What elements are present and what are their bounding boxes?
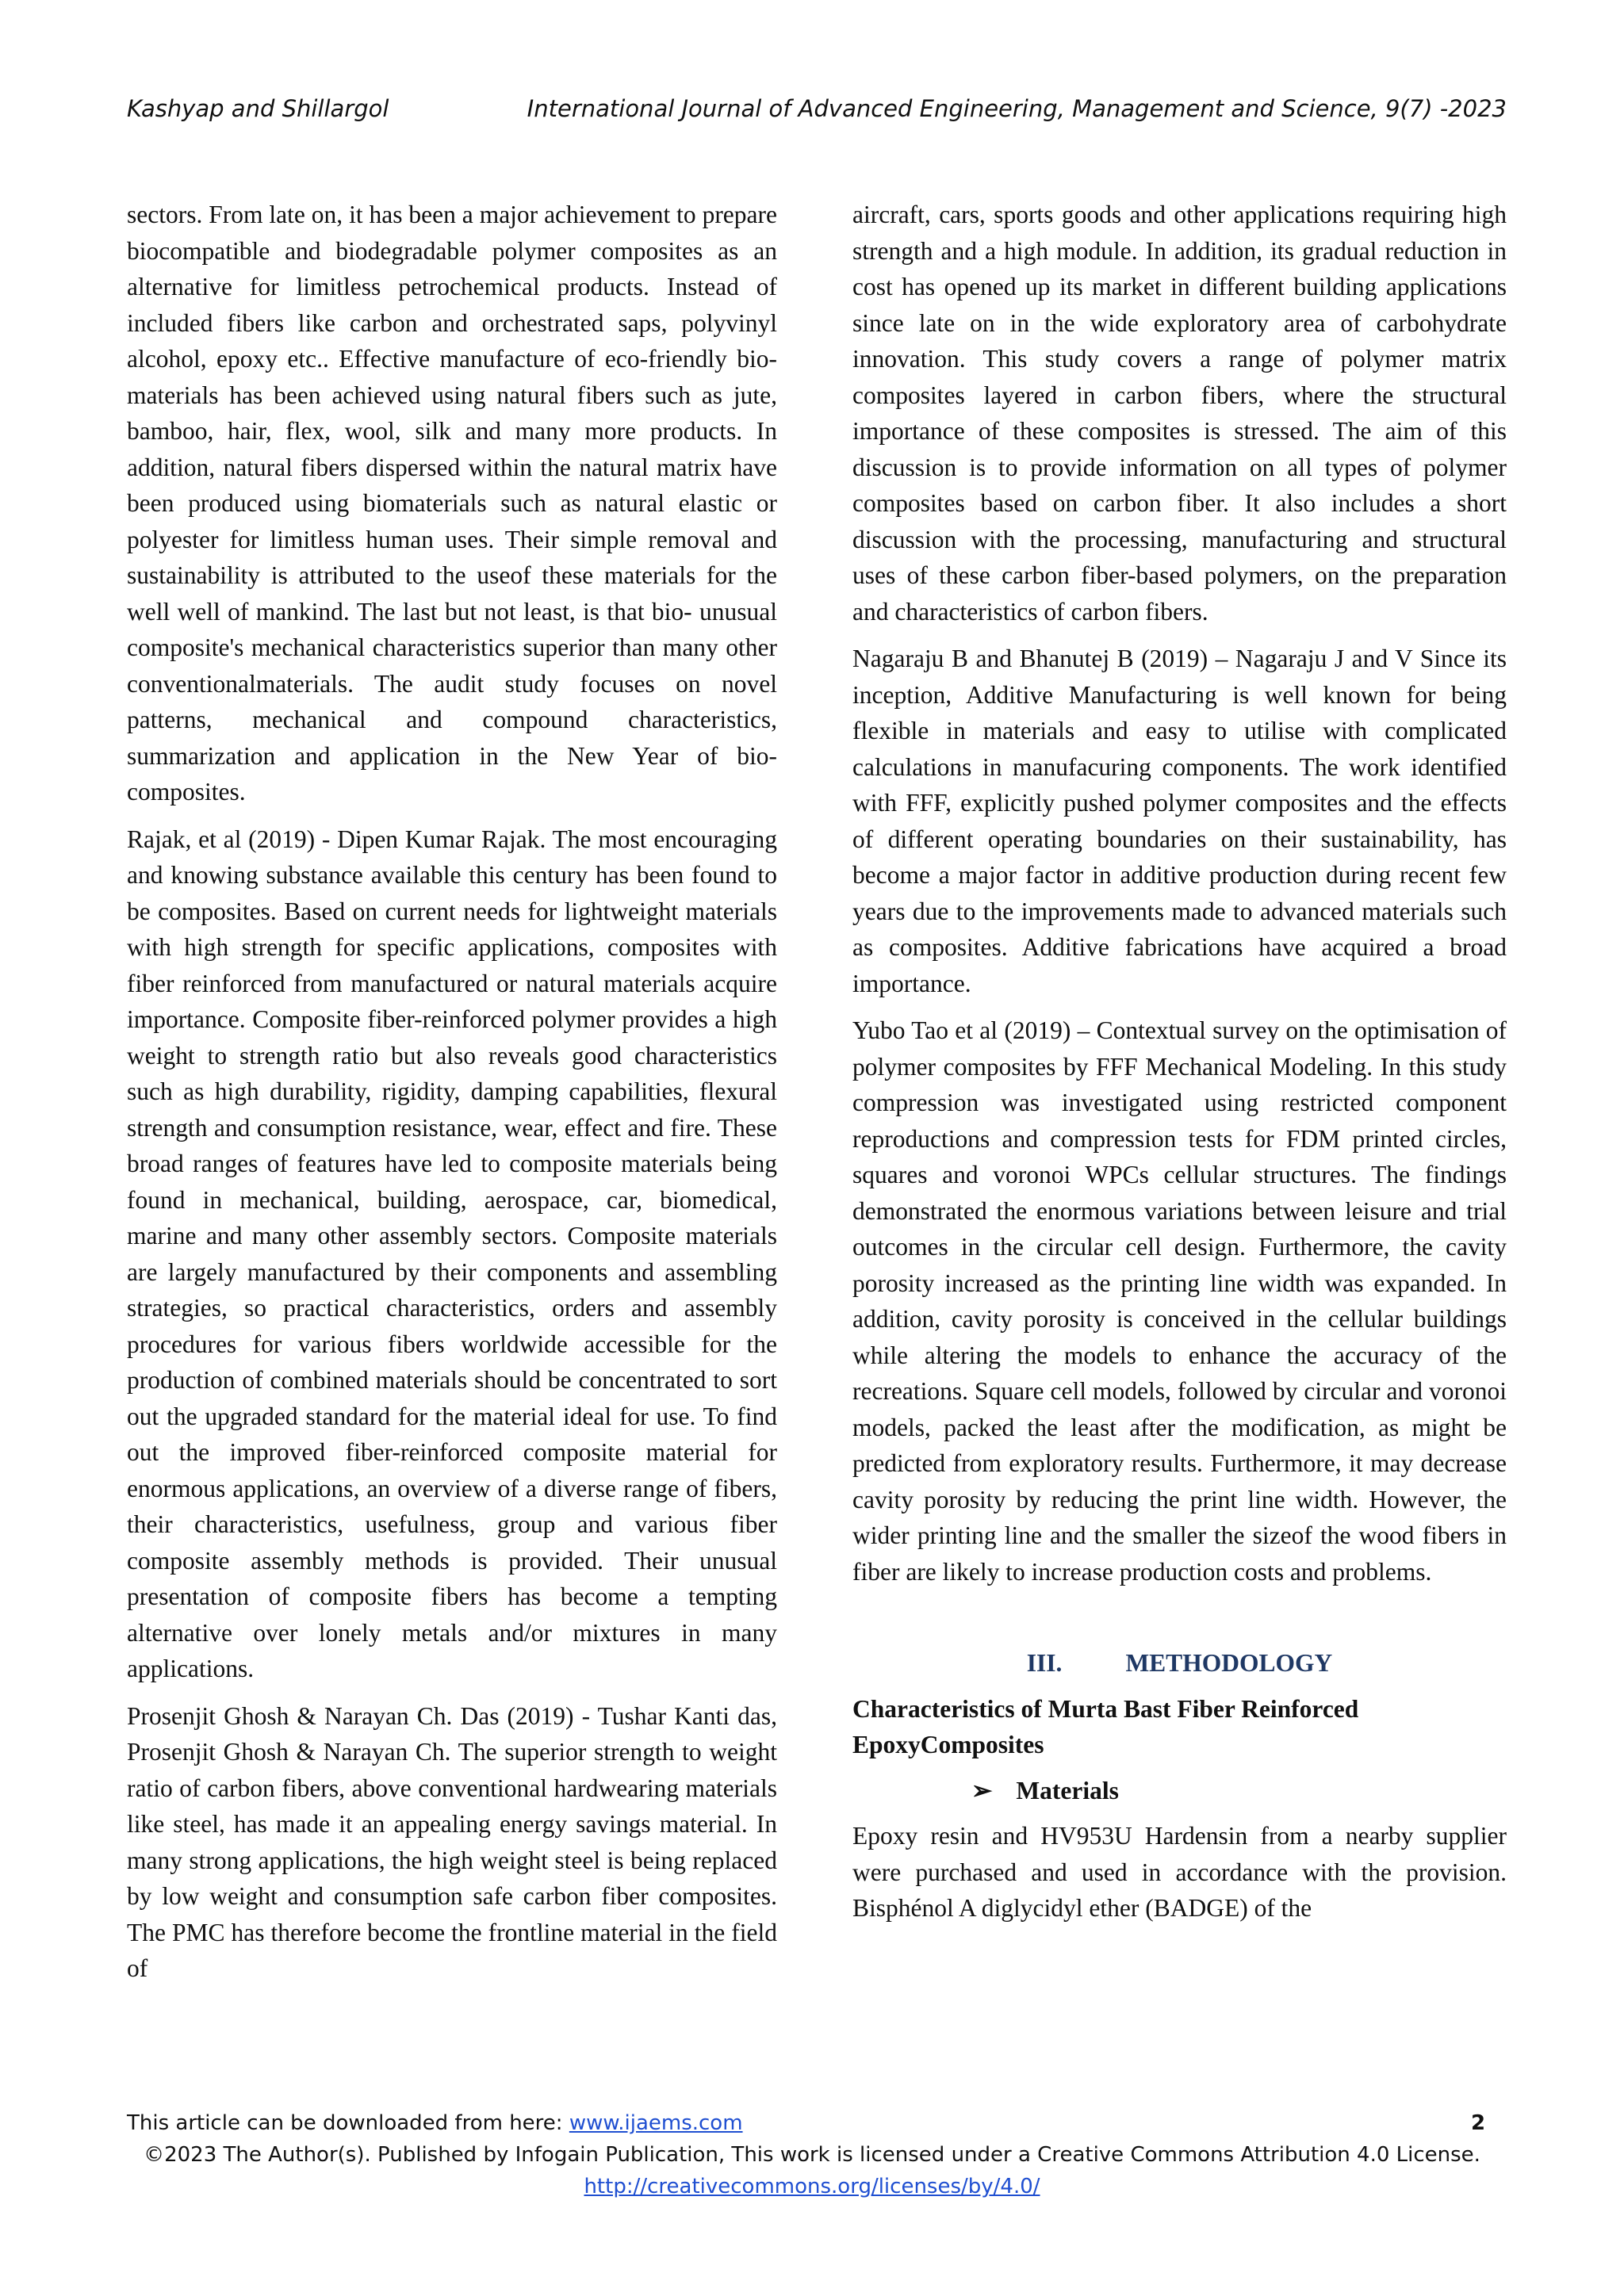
- header-authors: Kashyap and Shillargol: [127, 95, 389, 122]
- journal-website-link[interactable]: www.ijaems.com: [569, 2111, 743, 2135]
- cc-license-link[interactable]: http://creativecommons.org/licenses/by/4.0/: [584, 2175, 1040, 2198]
- page-number: 2: [1471, 2111, 1486, 2135]
- section-number: III.: [1026, 1649, 1063, 1677]
- right-paragraph-yubo: Yubo Tao et al (2019) – Contextual survey on the optimisation of polymer composites by FFF Mechanical Modeling. In this study compression was investigated using restricted component reproductions and compression tests for FDM printed circles, squares and voronoi WPCs cellular structures. The findings demonstrated the enormous variations between leisure and trial outcomes in the circular cell design. Furthermore, the cavity porosity increased as the printing line width was expanded. In addition, cavity porosity is conceived in the cellular buildings while altering the models to enhance the accuracy of the recreations. Square cell models, followed by circular and voronoi models, packed the least after the modification, as might be predicted from exploratory results. Furthermore, it may decrease cavity porosity by reducing the print line width. However, the wider printing line and the smaller the sizeof the wood fibers in fiber are likely to increase production costs and problems.: [852, 1016, 1507, 1586]
- license-notice: ©2023 The Author(s). Published by Infogain Publication, This work is licensed under a Creative Commons Attribution 4.0 License.: [144, 2143, 1480, 2167]
- left-column: [127, 197, 777, 1998]
- right-paragraph-nagaraju: Nagaraju B and Bhanutej B (2019) – Nagaraju J and V Since its inception, Additive Manufacturing is well known for being flexible in materials and easy to utilise with complicated calculations in manufacuring components. The work identified with FFF, explicitly pushed polymer composites and the effects of different operating boundaries on their sustainability, has become a major factor in additive production during recent few years due to the improvements made to advanced materials such as composites. Additive fabrications have acquired a broad importance.: [852, 645, 1507, 997]
- subsection-heading: Characteristics of Murta Bast Fiber Reinforced EpoxyComposites: [852, 1694, 1359, 1758]
- right-paragraph-1: aircraft, cars, sports goods and other applications requiring high strength and a high module. In addition, its gradual reduction in cost has opened up its market in different building applications since late on in the wide exploratory area of carbohydrate innovation. This study covers a range of polymer matrix composites layered in carbon fibers, where the structural importance of these composites is stressed. The aim of this discussion is to provide information on all types of polymer composites based on carbon fiber. It also includes a short discussion with the processing, manufacturing and structural uses of these carbon fiber-based polymers, on the preparation and characteristics of carbon fibers.: [852, 201, 1507, 626]
- left-paragraph-rajak: Rajak, et al (2019) - Dipen Kumar Rajak. The most encouraging and knowing substance available this century has been found to be composites. Based on current needs for lightweight materials with high strength for specific applications, composites with fiber reinforced from manufactured or natural materials acquire importance. Composite fiber-reinforced polymer provides a high weight to strength ratio but also reveals good characteristics such as high durability, rigidity, damping capabilities, flexural strength and consumption resistance, wear, effect and fire. These broad ranges of features have led to composite materials being found in mechanical, building, aerospace, car, biomedical, marine and many other assembly sectors. Composite materials are largely manufactured by their components and assembling strategies, so practical characteristics, orders and assembly procedures for various fibers worldwide accessible for the production of combined materials should be concentrated to sort out the upgraded standard for the material ideal for use. To find out the improved fiber-reinforced composite material for enormous applications, an overview of a diverse range of fibers, their characteristics, usefulness, group and various fiber composite assembly methods is provided. Their unusual presentation of composite fibers has become a tempting alternative over lonely metals and/or mixtures in many applications.: [127, 825, 777, 1682]
- section-heading-methodology: [852, 1645, 1507, 1682]
- materials-label: Materials: [1016, 1776, 1119, 1804]
- arrow-bullet-icon: ➢: [971, 1776, 993, 1804]
- download-line: [127, 2111, 743, 2135]
- right-paragraph-materials: Epoxy resin and HV953U Hardensin from a nearby supplier were purchased and used in accordance with the provision. Bisphénol A diglycidyl ether (BADGE) of the: [852, 1822, 1507, 1922]
- left-paragraph-1: sectors. From late on, it has been a major achievement to prepare biocompatible and biodegradable polymer composites as an alternative for limitless petrochemical products. Instead of included fibers like carbon and orchestrated saps, polyvinyl alcohol, epoxy etc.. Effective manufacture of eco-friendly bio-materials has been achieved using natural fibers such as jute, bamboo, hair, flex, wool, silk and many more products. In addition, natural fibers dispersed within the natural matrix have been produced using biomaterials such as natural elastic or polyester for limitless human uses. Their simple removal and sustainability is attributed to the useof these materials for the well well of mankind. The last but not least, is that bio- unusual composite's mechanical characteristics superior than many other conventionalmaterials. The audit study focuses on novel patterns, mechanical and compound characteristics, summarization and application in the New Year of bio-composites.: [127, 201, 777, 806]
- download-prefix: This article can be downloaded from here:: [127, 2111, 569, 2135]
- left-paragraph-ghosh: Prosenjit Ghosh & Narayan Ch. Das (2019) - Tushar Kanti das, Prosenjit Ghosh & Narayan Ch. The superior strength to weight ratio of carbon fibers, above conventional hardwearing materials like steel, has made it an appealing energy savings material. In many strong applications, the high weight steel is being replaced by low weight and consumption safe carbon fiber composites. The PMC has therefore become the frontline material in the field of: [127, 1701, 777, 1982]
- header-journal: International Journal of Advanced Engineering, Management and Science, 9(7) -2023: [527, 95, 1507, 122]
- cc-license-line: [0, 2175, 1624, 2198]
- running-header: [127, 95, 1507, 135]
- section-title: METHODOLOGY: [1125, 1649, 1333, 1677]
- materials-heading: [971, 1773, 1507, 1809]
- right-column: [852, 197, 1507, 1938]
